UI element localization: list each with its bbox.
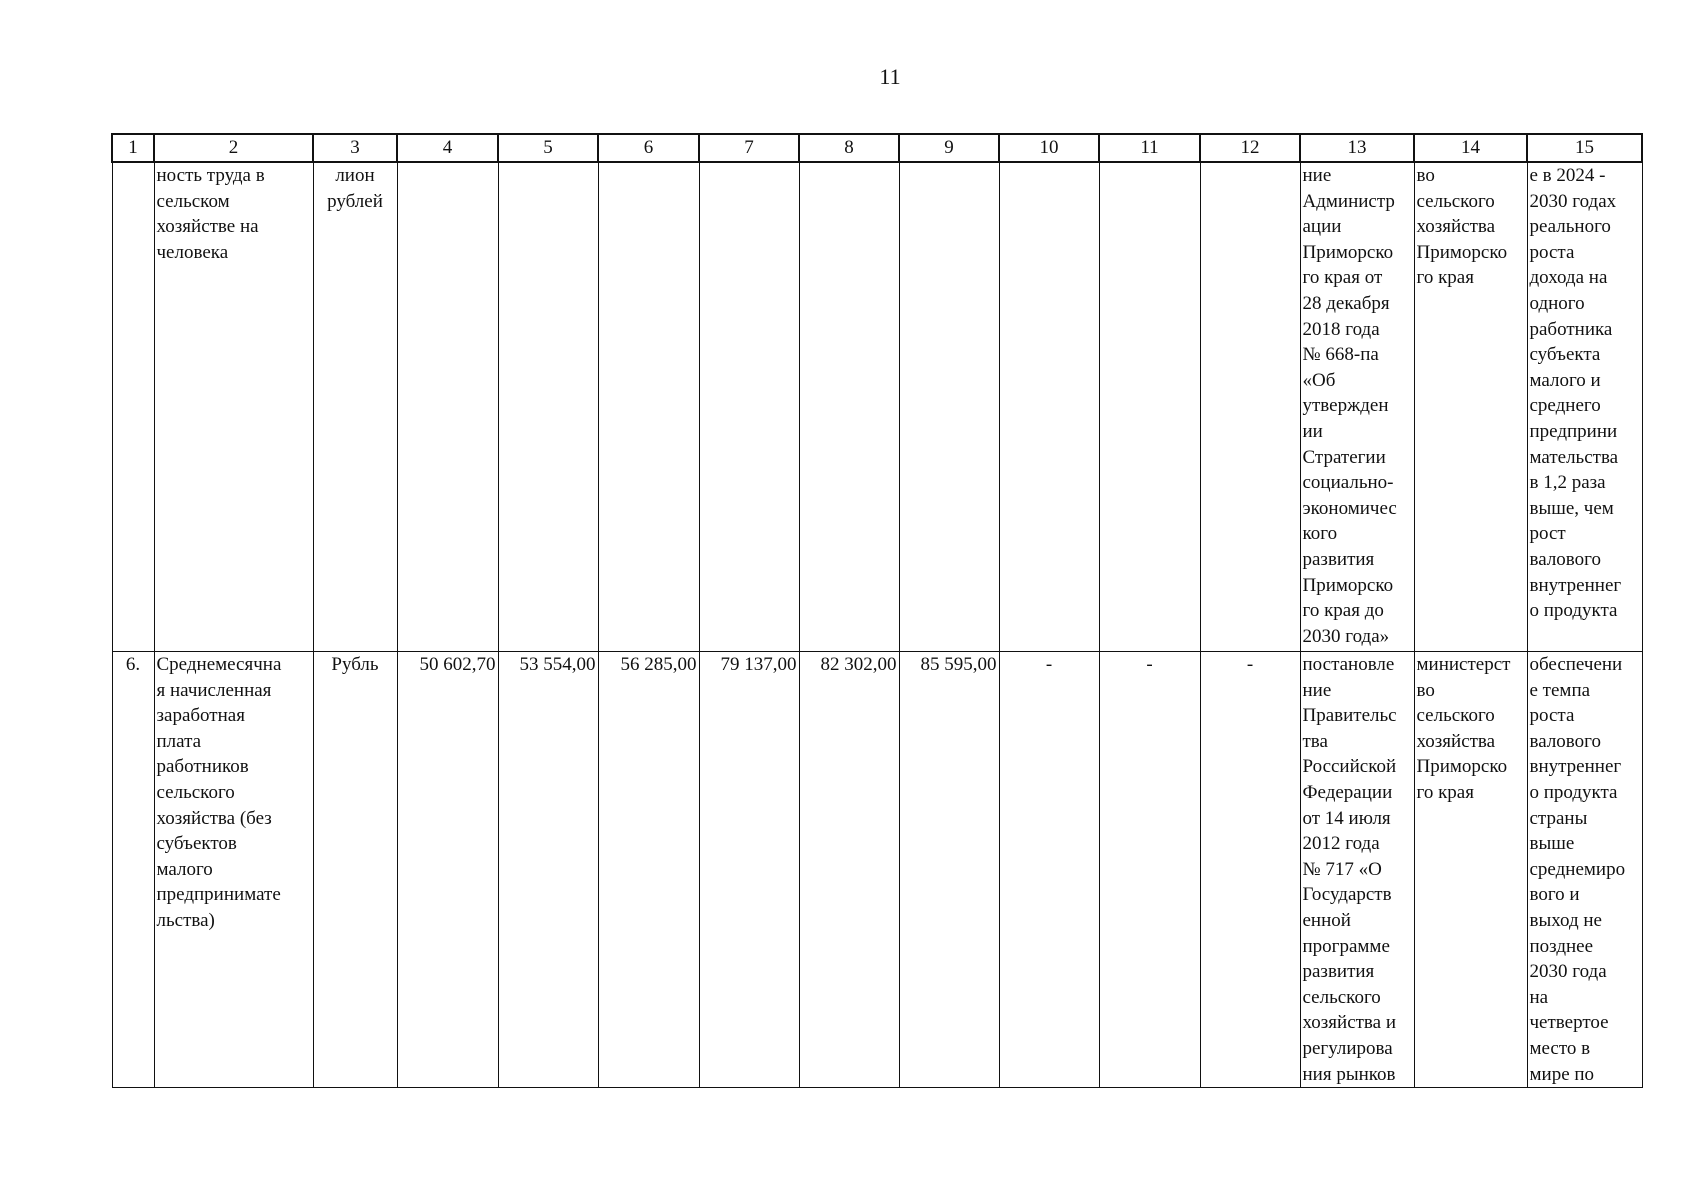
page-number: 11	[879, 64, 901, 89]
value-cell	[1099, 162, 1200, 652]
responsible-cell: министерст во сельского хозяйства Приморско го края	[1414, 652, 1527, 1088]
unit-cell: лион рублей	[313, 162, 397, 652]
value-cell: 53 554,00	[498, 652, 598, 1088]
table-row	[112, 652, 1642, 1088]
unit-cell: Рубль	[313, 652, 397, 1088]
row-number-cell	[112, 162, 154, 652]
value-cell: -	[999, 652, 1099, 1088]
value-cell: 85 595,00	[899, 652, 999, 1088]
header-cell: 9	[899, 134, 999, 162]
header-cell: 10	[999, 134, 1099, 162]
header-cell: 8	[799, 134, 899, 162]
header-cell: 6	[598, 134, 699, 162]
value-cell	[899, 162, 999, 652]
value-cell: 56 285,00	[598, 652, 699, 1088]
value-cell	[699, 162, 799, 652]
header-cell: 5	[498, 134, 598, 162]
value-cell	[1200, 162, 1300, 652]
indicator-name-cell: Среднемесячна я начисленная заработная плата работников сельского хозяйства (без субъектов малого предпринимате льства)	[154, 652, 313, 1088]
header-cell: 14	[1414, 134, 1527, 162]
header-cell: 2	[154, 134, 313, 162]
header-row	[112, 134, 1642, 162]
value-cell	[799, 162, 899, 652]
indicators-table	[111, 133, 1643, 1088]
header-cell: 11	[1099, 134, 1200, 162]
value-cell: 82 302,00	[799, 652, 899, 1088]
value-cell	[598, 162, 699, 652]
value-cell	[999, 162, 1099, 652]
document-basis-cell: ние Администр ации Приморско го края от 28 декабря 2018 года № 668-па «Об утвержден ии Стратегии социально- экономичес кого развития Приморско го края до 2030 года»	[1300, 162, 1414, 652]
header-cell: 1	[112, 134, 154, 162]
goal-link-cell: е в 2024 - 2030 годах реального роста дохода на одного работника субъекта малого и среднего предприни мательства в 1,2 раза выше, чем рост валового внутреннег о продукта	[1527, 162, 1642, 652]
value-cell: 79 137,00	[699, 652, 799, 1088]
row-number-cell: 6.	[112, 652, 154, 1088]
header-cell: 4	[397, 134, 498, 162]
value-cell: -	[1099, 652, 1200, 1088]
value-cell	[498, 162, 598, 652]
responsible-cell: во сельского хозяйства Приморско го края	[1414, 162, 1527, 652]
header-cell: 12	[1200, 134, 1300, 162]
header-cell: 7	[699, 134, 799, 162]
value-cell: 50 602,70	[397, 652, 498, 1088]
header-cell: 3	[313, 134, 397, 162]
document-basis-cell: постановле ние Правительс тва Российской Федерации от 14 июля 2012 года № 717 «О Государств енной программе развития сельского хозяйства и регулирова ния рынков	[1300, 652, 1414, 1088]
indicator-name-cell: ность труда в сельском хозяйстве на человека	[154, 162, 313, 652]
goal-link-cell: обеспечени е темпа роста валового внутреннег о продукта страны выше среднемиро вого и выход не позднее 2030 года на четвертое место в мире по	[1527, 652, 1642, 1088]
table-row	[112, 162, 1642, 652]
header-cell: 15	[1527, 134, 1642, 162]
value-cell: -	[1200, 652, 1300, 1088]
header-cell: 13	[1300, 134, 1414, 162]
value-cell	[397, 162, 498, 652]
